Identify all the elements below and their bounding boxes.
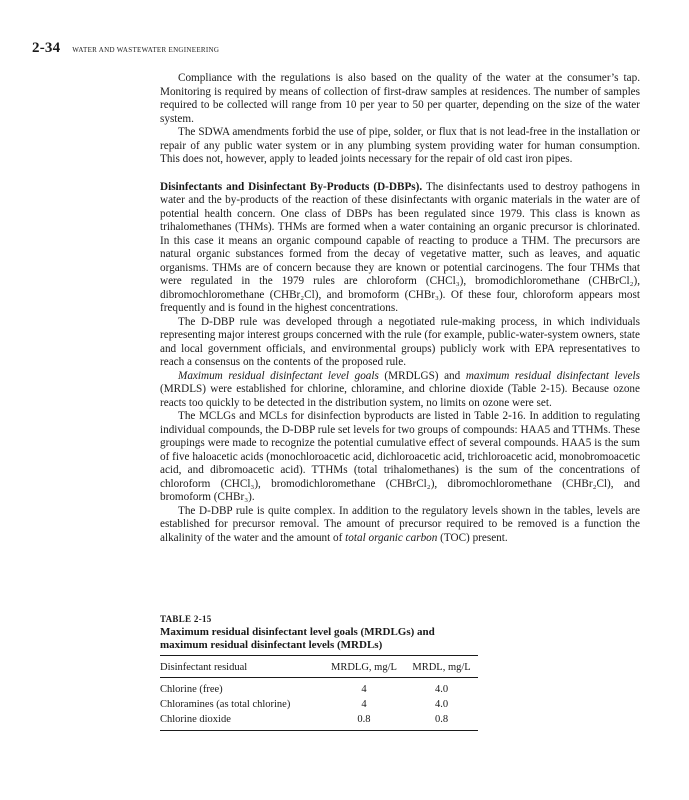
paragraph [160,505,640,546]
column-header: MRDL, mg/L [405,656,478,678]
page-header [32,40,219,57]
cell-mrdl: 4.0 [434,684,449,695]
table-caption: Maximum residual disinfectant level goals (MRDLGs) and maximum residual disinfectant levels (MRDLs) [160,626,478,656]
italic-term: maximum residual disinfectant levels [465,369,640,382]
cell-mrdlg: 0.8 [357,714,371,725]
cell-mrdl: 0.8 [434,714,449,725]
cell-mrdlg: 4 [361,699,367,710]
column-header: Disinfectant residual [160,656,323,678]
italic-term: total organic carbon [345,531,438,544]
body-text [160,72,640,545]
table-header-row [160,656,478,678]
cell-residual: Chlorine (free) [160,684,223,695]
table-row [160,678,478,698]
italic-term: Maximum residual disinfectant level goals [178,369,379,382]
cell-mrdl: 4.0 [434,699,449,710]
table-2-15 [160,614,478,731]
paragraph-text: The disinfectants used to destroy pathogens in water and the by-products of the reaction of these disinfectants with organic materials in the water are of potential health concern. One class of DBPs has been regulated since 1979. This class is known as trihalomethanes (THMs). THMs are formed when a water containing an organic precursor is chlorinated. In this case it means an organic compound capable of reacting to produce a THM. The precursors are natural organic substances formed from the decay of vegetative matter, such as leaves, and aquatic organisms. THMs are of concern because they are known or potential carcinogens. The four THMs that were regulated in the 1979 rules are chloroform (CHCl₃), bromodichloromethane (CHBrCl₂), dibromochloromethane (CHBr₂Cl), and bromoform (CHBr₃). Of these four, chloroform appears most frequently and is found in the highest concentrations. [160,180,640,314]
paragraph-text: The D-DBP rule is quite complex. In addition to the regulatory levels shown in the tables, levels are established for precursor removal. The amount of precursor required to be removed is a function the alkalinity of the water and the amount of [160,504,640,544]
paragraph-text: (TOC) present. [437,531,508,544]
paragraph: Compliance with the regulations is also based on the quality of the water at the consumer’s tap. Monitoring is required by means of collection of first-draw samples at residences. The number of samples required to be collected will range from 10 per year to 50 per quarter, depending on the size of the water system. [160,72,640,125]
cell-residual: Chlorine dioxide [160,714,231,725]
section-paragraph [160,181,640,316]
paragraph: The SDWA amendments forbid the use of pipe, solder, or flux that is not lead-free in the installation or repair of any public water system or in any plumbing system providing water for human consumption. This does not, however, apply to leaded joints necessary for the repair of old cast iron pipes. [160,126,640,165]
table-row [160,697,478,712]
page-number: 2-34 [32,40,61,56]
section-title: Disinfectants and Disinfectant By-Products (D-DBPs). [160,180,423,193]
table-label: TABLE 2-15 [160,614,212,624]
table-row [160,712,478,731]
paragraph: The MCLGs and MCLs for disinfection byproducts are listed in Table 2-16. In addition to regulating individual compounds, the D-DBP rule set levels for two groups of compounds: HAA5 and TTHMs. These groupings were made to recognize the potential cumulative effect of several compounds. HAA5 is the sum of five haloacetic acids (monochloroacetic acid, dichloroacetic acid, trichloroacetic acid, monobromoacetic acid, and dibromoacetic acid). TTHMs (total trihalomethanes) is the sum of the concentrations of chloroform (CHCl₃), bromodichloromethane (CHBrCl₂), dibromochloromethane (CHBr₂Cl), and bromoform (CHBr₃). [160,410,640,503]
column-header: MRDLG, mg/L [323,656,405,678]
cell-residual: Chloramines (as total chlorine) [160,699,291,710]
paragraph [160,370,640,411]
residual-table [160,656,478,731]
cell-mrdlg: 4 [361,684,367,695]
paragraph: The D-DBP rule was developed through a negotiated rule-making process, in which individuals representing major interest groups concerned with the rule (for example, public-water-system owners, state and local government officials, and environmental groups) publicly work with EPA representatives to reach a consensus on the contents of the proposed rule. [160,315,640,368]
paragraph-text: (MRDLS) were established for chlorine, chloramine, and chlorine dioxide (Table 2-15). Because ozone reacts too quickly to be detected in the distribution system, no limits on ozone were set. [160,383,640,409]
paragraph-text: (MRDLGS) and [378,369,466,382]
running-head: WATER AND WASTEWATER ENGINEERING [72,46,220,54]
